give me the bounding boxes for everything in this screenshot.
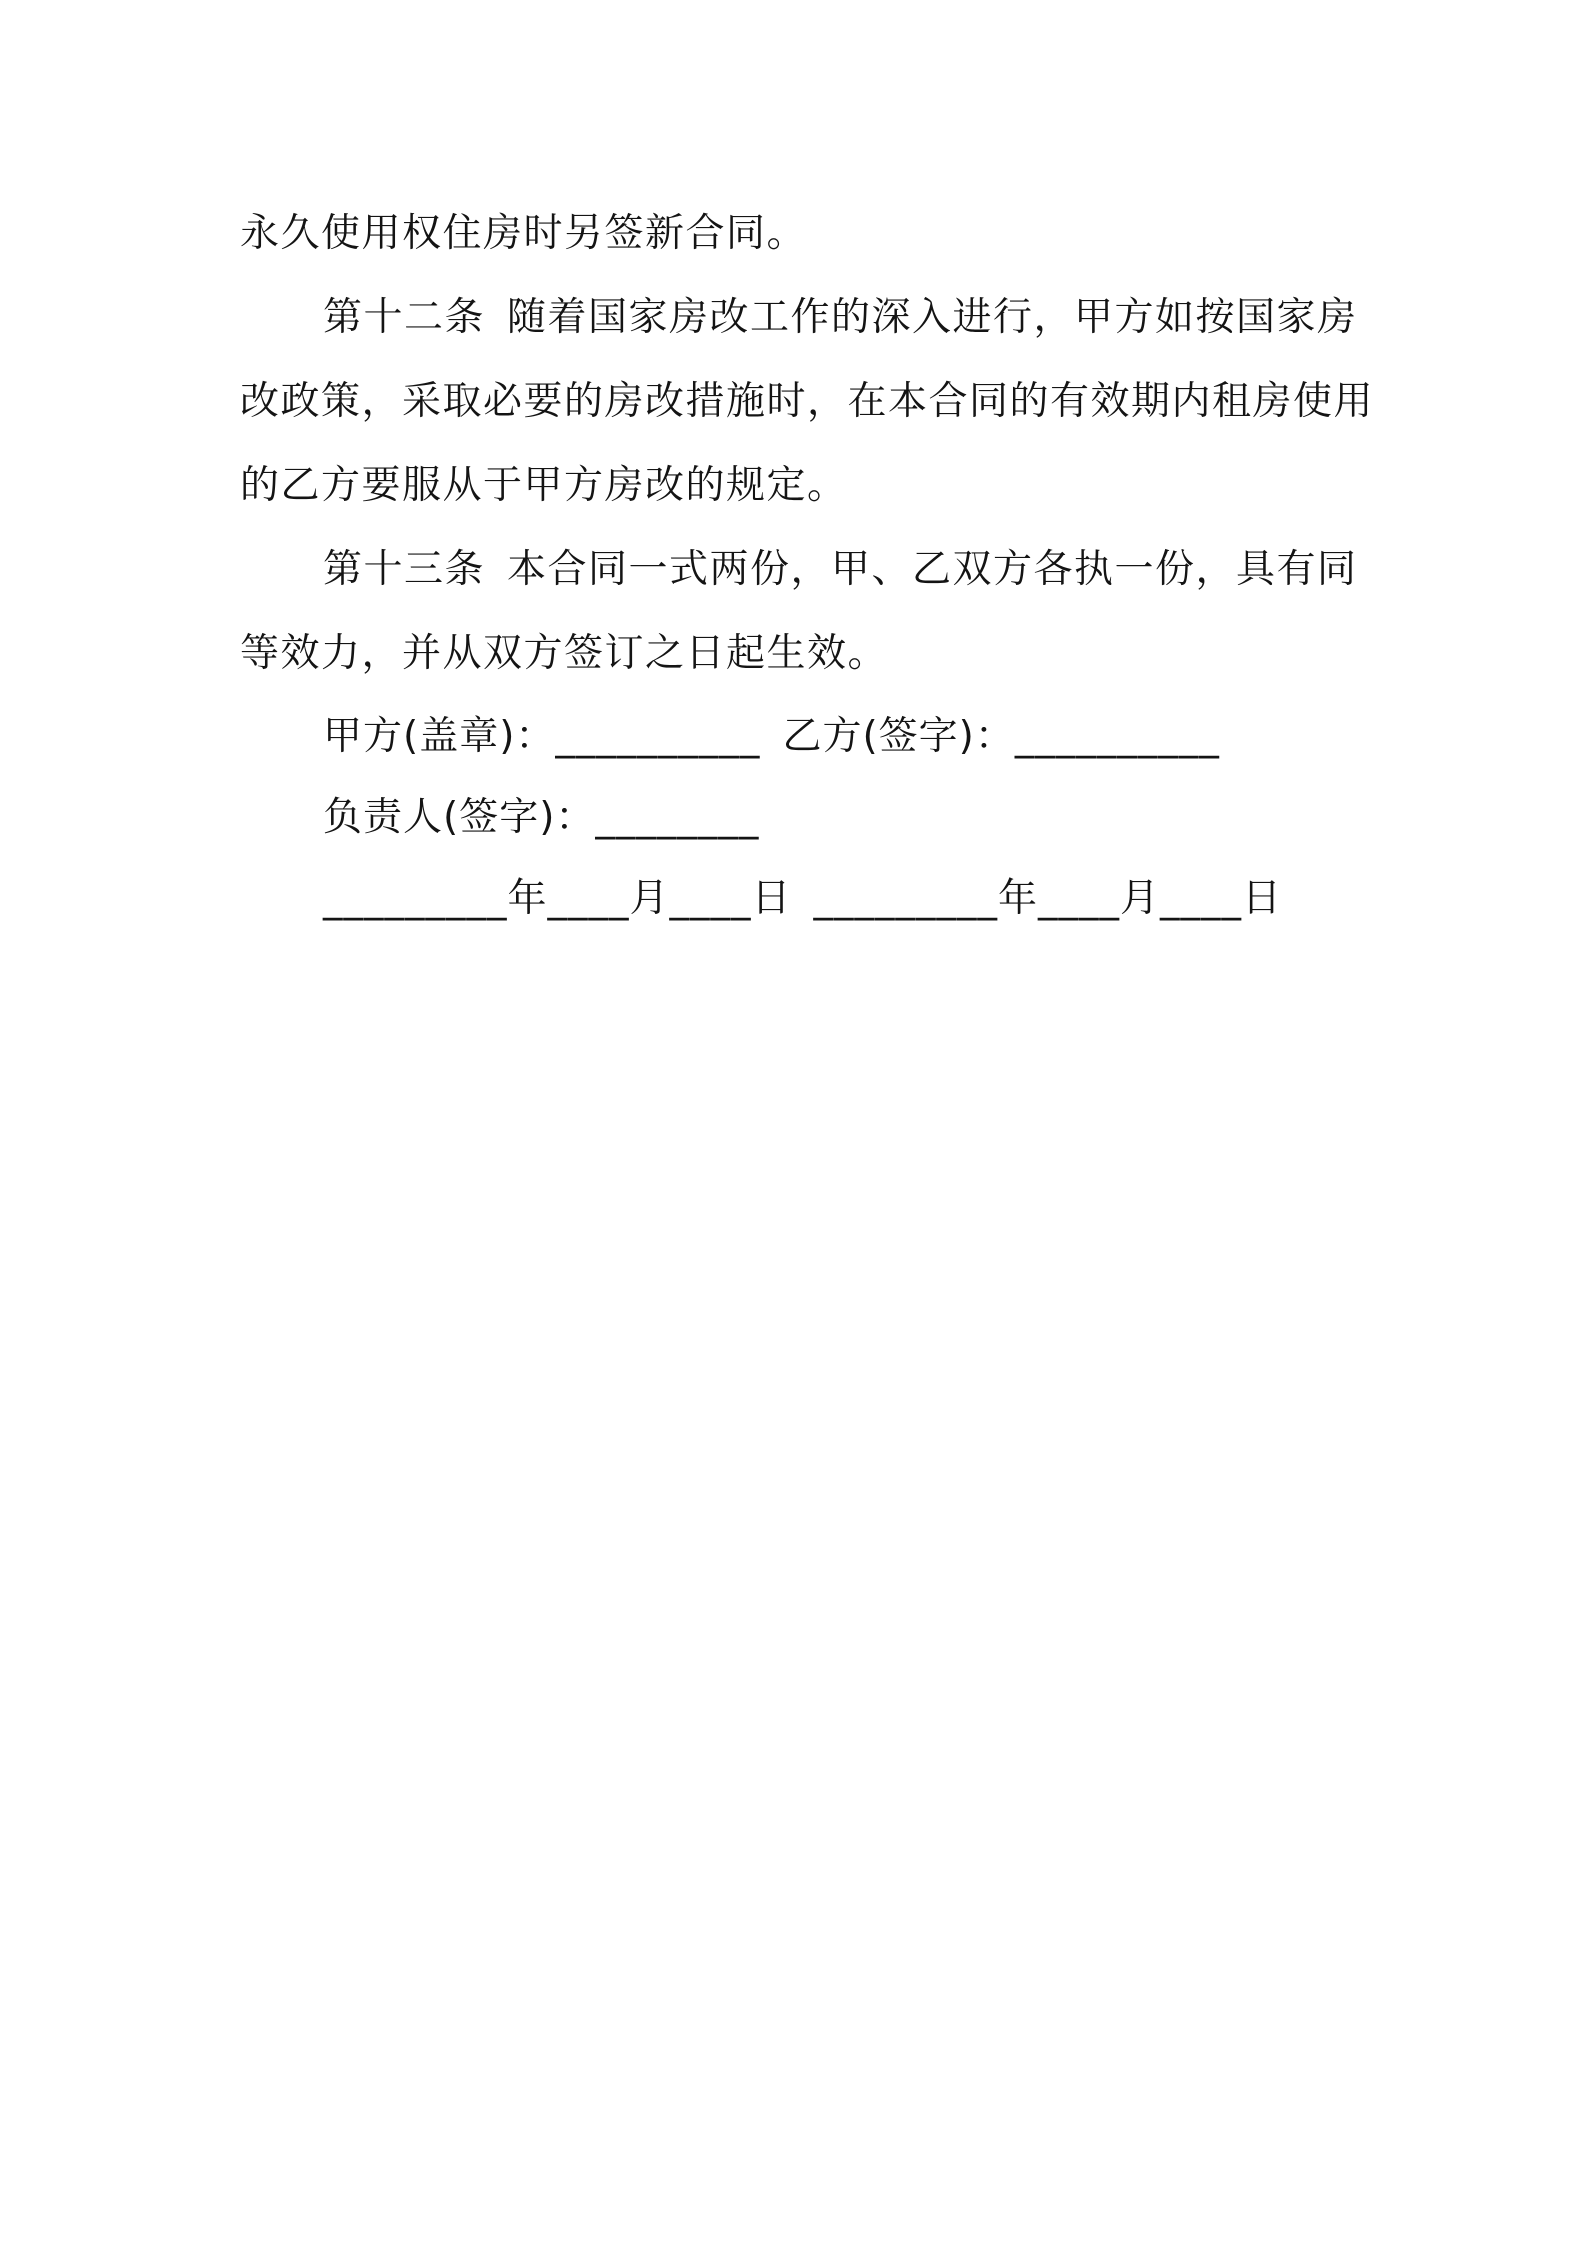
signature-dates-row <box>240 858 1360 939</box>
party-b-signature-field: 乙方(签字)：__________ <box>782 714 1220 759</box>
signature-block <box>240 696 1360 939</box>
article-13-line-1 <box>240 528 1360 612</box>
article-12-line-1 <box>240 276 1360 360</box>
article-13-line-2: 等效力，并从双方签订之日起生效。 <box>240 631 889 676</box>
responsible-person-signature-field: 负责人(签字)：________ <box>323 795 760 840</box>
party-b-date-field: _________年____月____日 <box>813 876 1283 921</box>
party-a-date-field: _________年____月____日 <box>323 876 792 921</box>
article-13 <box>240 528 1360 696</box>
paragraph-continuation-line: 永久使用权住房时另签新合同。 <box>240 211 808 256</box>
article-13-heading: 第十三条 <box>323 547 486 592</box>
article-12-heading: 第十二条 <box>323 295 486 340</box>
signature-parties-row <box>240 696 1360 777</box>
article-12-line-2: 改政策，采取必要的房改措施时，在本合同的有效期内租房使用 <box>240 379 1375 424</box>
party-a-signature-field: 甲方(盖章)：__________ <box>323 714 761 759</box>
article-12 <box>240 276 1375 528</box>
article-13-text-1: 本合同一式两份，甲、乙双方各执一份，具有同 <box>507 547 1358 592</box>
document-body <box>240 192 1375 939</box>
article-12-text-1: 随着国家房改工作的深入进行，甲方如按国家房 <box>507 295 1358 340</box>
article-12-line-3: 的乙方要服从于甲方房改的规定。 <box>240 463 848 508</box>
responsible-person-row <box>240 777 1360 858</box>
